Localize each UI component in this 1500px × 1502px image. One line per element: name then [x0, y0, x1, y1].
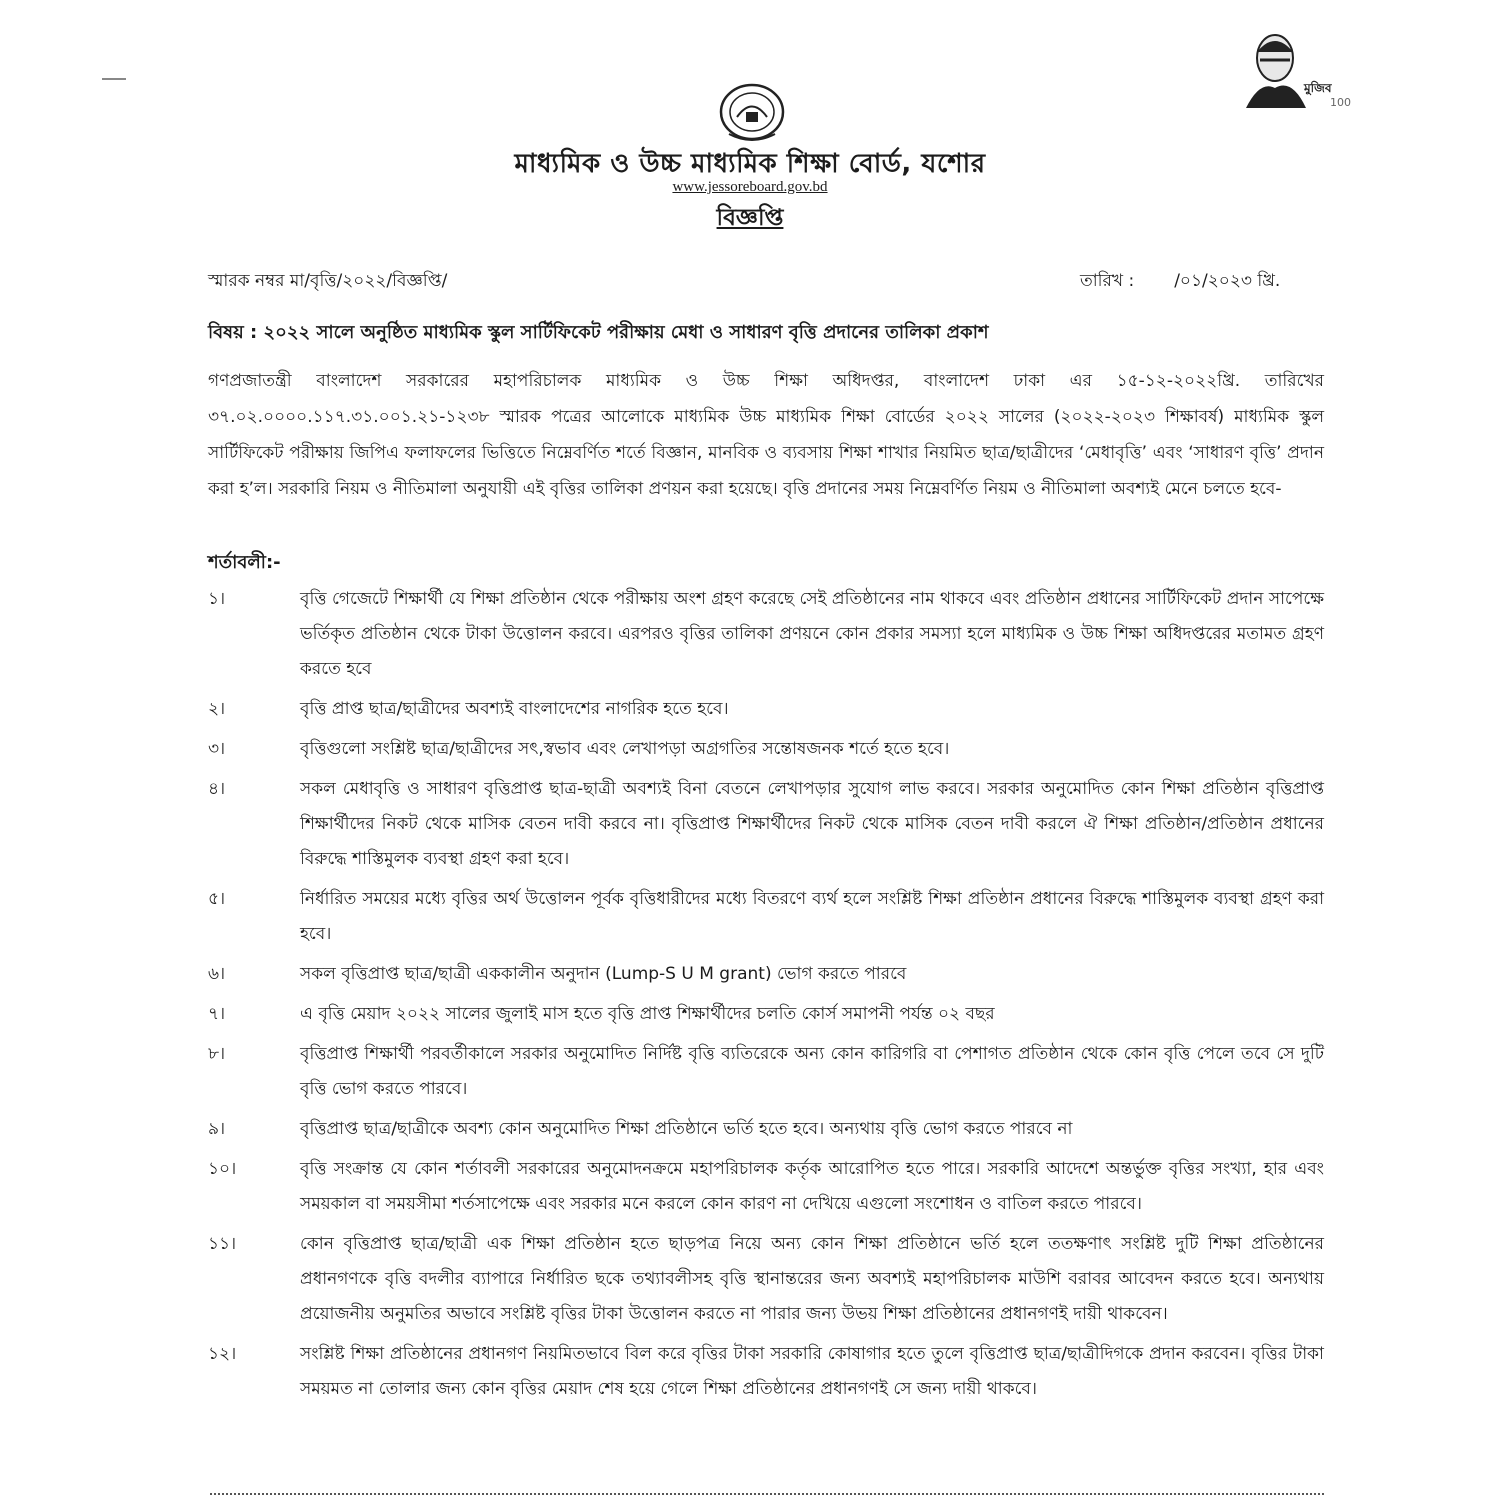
scan-mark — [102, 78, 126, 80]
condition-number: ২। — [208, 699, 226, 719]
svg-text:মুজিব: মুজিব — [1304, 81, 1332, 95]
condition-number: ৬। — [208, 964, 226, 984]
condition-item — [208, 692, 1324, 727]
board-seal-icon — [717, 82, 787, 142]
svg-text:100: 100 — [1330, 96, 1351, 109]
condition-text: কোন বৃত্তিপ্রাপ্ত ছাত্র/ছাত্রী এক শিক্ষা প্রতিষ্ঠান হতে ছাড়পত্র নিয়ে অন্য কোন শিক্ষা প্রতিষ্ঠানে ভর্তি হলে ততক্ষণাৎ সংশ্লিষ্ট দুটি শিক্ষা প্রতিষ্ঠানের প্রধানগণকে বৃত্তি বদলীর ব্যাপারে নির্ধারিত ছকে তথ্যাবলীসহ বৃত্তি স্থানান্তরের জন্য অবশ্যই মহাপরিচালক মাউশি বরাবর আবেদন করতে হবে। অন্যথায় প্রয়োজনীয় অনুমতির অভাবে সংশ্লিষ্ট বৃত্তির টাকা উত্তোলন করতে না পারার জন্য উভয় শিক্ষা প্রতিষ্ঠানের প্রধানগণই দায়ী থাকবেন। — [300, 1234, 1324, 1324]
mujib-100-portrait-icon — [1240, 28, 1360, 110]
intro-paragraph: গণপ্রজাতন্ত্রী বাংলাদেশ সরকারের মহাপরিচালক মাধ্যমিক ও উচ্চ শিক্ষা অধিদপ্তর, বাংলাদেশ ঢাকা এর ১৫-১২-২০২২খ্রি. তারিখের ৩৭.০২.০০০০.১১৭.৩১.০০১.২১-১২৩৮ স্মারক পত্রের আলোকে মাধ্যমিক উচ্চ মাধ্যমিক শিক্ষা বোর্ডের ২০২২ সালের (২০২২-২০২৩ শিক্ষাবর্ষ) মাধ্যমিক স্কুল সার্টিফিকেট পরীক্ষায় জিপিএ ফলাফলের ভিত্তিতে নিম্নেবর্ণিত শর্তে বিজ্ঞান, মানবিক ও ব্যবসায় শিক্ষা শাখার নিয়মিত ছাত্র/ছাত্রীদের ‘মেধাবৃত্তি’ এবং ‘সাধারণ বৃত্তি’ প্রদান করা হ’ল। সরকারি নিয়ম ও নীতিমালা অনুযায়ী এই বৃত্তির তালিকা প্রণয়ন করা হয়েছে। বৃত্তি প্রদানের সময় নিম্নেবর্ণিত নিয়ম ও নীতিমালা অবশ্যই মেনে চলতে হবে- — [208, 371, 1324, 499]
condition-number: ১০। — [208, 1159, 237, 1179]
condition-text: বৃত্তি প্রাপ্ত ছাত্র/ছাত্রীদের অবশ্যই বাংলাদেশের নাগরিক হতে হবে। — [300, 699, 729, 719]
date — [1080, 268, 1280, 296]
conditions-list — [208, 582, 1324, 1412]
condition-number: ৭। — [208, 1004, 226, 1024]
condition-text: সকল মেধাবৃত্তি ও সাধারণ বৃত্তিপ্রাপ্ত ছাত্র-ছাত্রী অবশ্যই বিনা বেতনে লেখাপড়ার সুযোগ লাভ করবে। সরকার অনুমোদিত কোন শিক্ষা প্রতিষ্ঠান বৃত্তিপ্রাপ্ত শিক্ষার্থীদের নিকট থেকে মাসিক বেতন দাবী করবে না। বৃত্তিপ্রাপ্ত শিক্ষার্থীদের নিকট থেকে মাসিক বেতন দাবী করলে ঐ শিক্ষা প্রতিষ্ঠান/প্রতিষ্ঠান প্রধানের বিরুদ্ধে শাস্তিমুলক ব্যবস্থা গ্রহণ করা হবে। — [300, 779, 1324, 869]
website-link[interactable]: www.jessoreboard.gov.bd — [672, 179, 828, 195]
condition-number: ৫। — [208, 889, 226, 909]
condition-text: বৃত্তিগুলো সংশ্লিষ্ট ছাত্র/ছাত্রীদের সৎ,স্বভাব এবং লেখাপড়া অগ্রগতির সন্তোষজনক শর্তে হতে হবে। — [300, 739, 950, 759]
condition-item — [208, 732, 1324, 767]
notice-title: বিজ্ঞপ্তি — [716, 205, 784, 231]
memo-number: স্মারক নম্বর মা/বৃত্তি/২০২২/বিজ্ঞপ্তি/ — [208, 271, 448, 291]
condition-number: ৮। — [208, 1044, 226, 1064]
date-label: তারিখ : — [1080, 271, 1135, 291]
condition-text: বৃত্তিপ্রাপ্ত ছাত্র/ছাত্রীকে অবশ্য কোন অনুমোদিত শিক্ষা প্রতিষ্ঠানে ভর্তি হতে হবে। অন্যথায় বৃত্তি ভোগ করতে পারবে না — [300, 1119, 1073, 1139]
condition-number: ৯। — [208, 1119, 226, 1139]
condition-item — [208, 1227, 1324, 1332]
condition-item — [208, 1037, 1324, 1107]
condition-item — [208, 1112, 1324, 1147]
condition-text: নির্ধারিত সময়ের মধ্যে বৃত্তির অর্থ উত্তোলন পূর্বক বৃত্তিধারীদের মধ্যে বিতরণে ব্যর্থ হলে সংশ্লিষ্ট শিক্ষা প্রতিষ্ঠান প্রধানের বিরুদ্ধে শাস্তিমুলক ব্যবস্থা গ্রহণ করা হবে। — [300, 889, 1324, 944]
board-name: মাধ্যমিক ও উচ্চ মাধ্যমিক শিক্ষা বোর্ড, যশোর — [514, 149, 986, 179]
condition-number: ৪। — [208, 779, 226, 799]
condition-text: এ বৃত্তি মেয়াদ ২০২২ সালের জুলাই মাস হতে বৃত্তি প্রাপ্ত শিক্ষার্থীদের চলতি কোর্স সমাপনী পর্যন্ত ০২ বছর — [300, 1004, 995, 1024]
condition-text: বৃত্তিপ্রাপ্ত শিক্ষার্থী পরবর্তীকালে সরকার অনুমোদিত নির্দিষ্ট বৃত্তি ব্যতিরেকে অন্য কোন কারিগরি বা পেশাগত প্রতিষ্ঠান থেকে কোন বৃত্তি পেলে তবে সে দুটি বৃত্তি ভোগ করতে পারবে। — [300, 1044, 1324, 1099]
condition-item — [208, 582, 1324, 687]
condition-item — [208, 997, 1324, 1032]
condition-item — [208, 1337, 1324, 1407]
condition-text: বৃত্তি সংক্রান্ত যে কোন শর্তাবলী সরকারের অনুমোদনক্রমে মহাপরিচালক কর্তৃক আরোপিত হতে পারে। সরকারি আদেশে অন্তর্ভুক্ত বৃত্তির সংখ্যা, হার এবং সময়কাল বা সময়সীমা শর্তসাপেক্ষে এবং সরকার মনে করলে কোন কারণ না দেখিয়ে এগুলো সংশোধন ও বাতিল করতে পারবে। — [300, 1159, 1324, 1214]
condition-item — [208, 882, 1324, 952]
page-cut-line — [210, 1493, 1324, 1502]
condition-number: ৩। — [208, 739, 226, 759]
condition-number: ১২। — [208, 1344, 237, 1364]
condition-item — [208, 772, 1324, 877]
condition-item — [208, 1152, 1324, 1222]
condition-text: সংশ্লিষ্ট শিক্ষা প্রতিষ্ঠানের প্রধানগণ নিয়মিতভাবে বিল করে বৃত্তির টাকা সরকারি কোষাগার হতে তুলে বৃত্তিপ্রাপ্ত ছাত্র/ছাত্রীদিগকে প্রদান করবেন। বৃত্তির টাকা সময়মত না তোলার জন্য কোন বৃত্তির মেয়াদ শেষ হয়ে গেলে শিক্ষা প্রতিষ্ঠানের প্রধানগণই সে জন্য দায়ী থাকবে। — [300, 1344, 1324, 1399]
condition-number: ১১। — [208, 1234, 237, 1254]
subject-line: বিষয় : ২০২২ সালে অনুষ্ঠিত মাধ্যমিক স্কুল সার্টিফিকেট পরীক্ষায় মেধা ও সাধারণ বৃত্তি প্রদানের তালিকা প্রকাশ — [208, 322, 989, 343]
condition-text: সকল বৃত্তিপ্রাপ্ত ছাত্র/ছাত্রী এককালীন অনুদান (Lump-S U M grant) ভোগ করতে পারবে — [300, 964, 907, 984]
condition-item — [208, 957, 1324, 992]
condition-number: ১। — [208, 589, 226, 609]
condition-text: বৃত্তি গেজেটে শিক্ষার্থী যে শিক্ষা প্রতিষ্ঠান থেকে পরীক্ষায় অংশ গ্রহণ করেছে সেই প্রতিষ্ঠানের নাম থাকবে এবং প্রতিষ্ঠান প্রধানের সার্টিফিকেট প্রদান সাপেক্ষে ভর্তিকৃত প্রতিষ্ঠান থেকে টাকা উত্তোলন করবে। এরপরও বৃত্তির তালিকা প্রণয়নে কোন প্রকার সমস্যা হলে মাধ্যমিক ও উচ্চ শিক্ষা অধিদপ্তরের মতামত গ্রহণ করতে হবে — [300, 589, 1324, 679]
conditions-heading: শর্তাবলী:- — [208, 552, 281, 573]
date-value: /০১/২০২৩ খ্রি. — [1174, 271, 1281, 291]
